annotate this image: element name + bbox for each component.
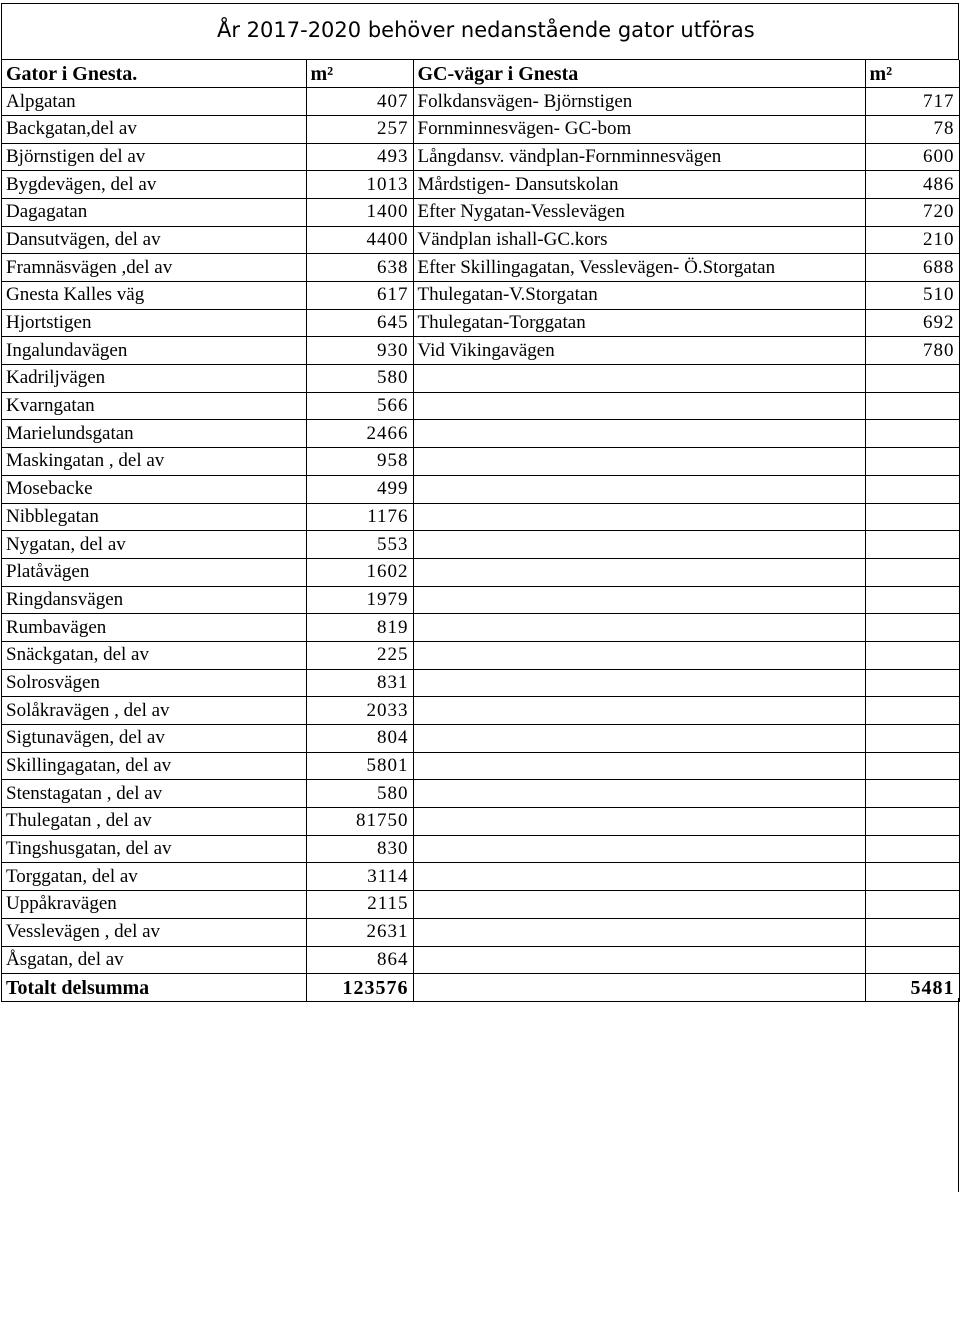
street-name: Dagagatan bbox=[2, 198, 306, 226]
path-area bbox=[865, 448, 959, 476]
street-name: Stenstagatan , del av bbox=[2, 780, 306, 808]
path-name: Långdansv. vändplan-Fornminnesvägen bbox=[413, 143, 865, 171]
street-area: 580 bbox=[306, 780, 413, 808]
street-area: 831 bbox=[306, 669, 413, 697]
street-name: Åsgatan, del av bbox=[2, 946, 306, 974]
path-name: Vändplan ishall-GC.kors bbox=[413, 226, 865, 254]
path-name: Fornminnesvägen- GC-bom bbox=[413, 115, 865, 143]
path-name bbox=[413, 531, 865, 559]
path-name bbox=[413, 725, 865, 753]
street-area: 645 bbox=[306, 309, 413, 337]
path-area bbox=[865, 891, 959, 919]
path-name bbox=[413, 835, 865, 863]
title-row bbox=[2, 4, 959, 60]
street-area: 819 bbox=[306, 614, 413, 642]
path-area: 780 bbox=[865, 337, 959, 365]
path-name: Mårdstigen- Dansutskolan bbox=[413, 171, 865, 199]
street-name: Ingalundavägen bbox=[2, 337, 306, 365]
table-row bbox=[2, 475, 959, 503]
path-name bbox=[413, 752, 865, 780]
street-area: 1013 bbox=[306, 171, 413, 199]
street-name: Dansutvägen, del av bbox=[2, 226, 306, 254]
path-area bbox=[865, 586, 959, 614]
street-area: 830 bbox=[306, 835, 413, 863]
street-name: Björnstigen del av bbox=[2, 143, 306, 171]
path-name bbox=[413, 448, 865, 476]
path-area bbox=[865, 835, 959, 863]
street-name: Nibblegatan bbox=[2, 503, 306, 531]
path-area: 78 bbox=[865, 115, 959, 143]
path-area: 600 bbox=[865, 143, 959, 171]
path-area: 210 bbox=[865, 226, 959, 254]
street-name: Skillingagatan, del av bbox=[2, 752, 306, 780]
path-name bbox=[413, 475, 865, 503]
path-area bbox=[865, 420, 959, 448]
street-area: 958 bbox=[306, 448, 413, 476]
path-name: Thulegatan-Torggatan bbox=[413, 309, 865, 337]
page-title: År 2017-2020 behöver nedanstående gator utföras bbox=[217, 18, 755, 42]
path-area: 720 bbox=[865, 198, 959, 226]
street-area: 3114 bbox=[306, 863, 413, 891]
street-area: 864 bbox=[306, 946, 413, 974]
table-row bbox=[2, 143, 959, 171]
street-area: 499 bbox=[306, 475, 413, 503]
street-area: 81750 bbox=[306, 808, 413, 836]
table-row bbox=[2, 641, 959, 669]
street-name: Thulegatan , del av bbox=[2, 808, 306, 836]
street-area: 638 bbox=[306, 254, 413, 282]
street-name: Framnäsvägen ,del av bbox=[2, 254, 306, 282]
street-area: 1400 bbox=[306, 198, 413, 226]
table-row bbox=[2, 88, 959, 116]
header-streets: Gator i Gnesta. bbox=[2, 60, 306, 88]
street-name: Snäckgatan, del av bbox=[2, 641, 306, 669]
street-area: 1176 bbox=[306, 503, 413, 531]
paths-total: 5481 bbox=[865, 974, 959, 1002]
table-row bbox=[2, 448, 959, 476]
path-name: Efter Nygatan-Vesslevägen bbox=[413, 198, 865, 226]
street-name: Platåvägen bbox=[2, 558, 306, 586]
table-row bbox=[2, 835, 959, 863]
street-area: 5801 bbox=[306, 752, 413, 780]
street-name: Alpgatan bbox=[2, 88, 306, 116]
table-row bbox=[2, 558, 959, 586]
path-area: 692 bbox=[865, 309, 959, 337]
path-name: Thulegatan-V.Storgatan bbox=[413, 282, 865, 310]
street-name: Backgatan,del av bbox=[2, 115, 306, 143]
street-name: Vesslevägen , del av bbox=[2, 918, 306, 946]
table-row bbox=[2, 226, 959, 254]
table-row bbox=[2, 918, 959, 946]
street-area: 617 bbox=[306, 282, 413, 310]
street-area: 930 bbox=[306, 337, 413, 365]
street-area: 804 bbox=[306, 725, 413, 753]
table-row bbox=[2, 171, 959, 199]
path-name bbox=[413, 503, 865, 531]
table-row bbox=[2, 780, 959, 808]
street-name: Ringdansvägen bbox=[2, 586, 306, 614]
table-row bbox=[2, 309, 959, 337]
table-row bbox=[2, 531, 959, 559]
path-name bbox=[413, 780, 865, 808]
street-name: Solrosvägen bbox=[2, 669, 306, 697]
path-area bbox=[865, 503, 959, 531]
table-row bbox=[2, 198, 959, 226]
street-area: 2115 bbox=[306, 891, 413, 919]
table-row bbox=[2, 669, 959, 697]
path-name: Vid Vikingavägen bbox=[413, 337, 865, 365]
table-row bbox=[2, 614, 959, 642]
street-name: Mosebacke bbox=[2, 475, 306, 503]
street-area: 566 bbox=[306, 392, 413, 420]
path-area bbox=[865, 780, 959, 808]
path-name bbox=[413, 558, 865, 586]
street-name: Maskingatan , del av bbox=[2, 448, 306, 476]
table-row bbox=[2, 586, 959, 614]
table-row bbox=[2, 365, 959, 393]
path-name bbox=[413, 808, 865, 836]
path-area bbox=[865, 641, 959, 669]
street-area: 4400 bbox=[306, 226, 413, 254]
path-area bbox=[865, 808, 959, 836]
street-area: 2631 bbox=[306, 918, 413, 946]
path-area bbox=[865, 475, 959, 503]
table-row bbox=[2, 337, 959, 365]
trailing-border bbox=[958, 998, 959, 1192]
path-name bbox=[413, 891, 865, 919]
total-label: Totalt delsumma bbox=[2, 974, 306, 1002]
street-area: 580 bbox=[306, 365, 413, 393]
street-name: Rumbavägen bbox=[2, 614, 306, 642]
table-row bbox=[2, 503, 959, 531]
street-name: Kadriljvägen bbox=[2, 365, 306, 393]
total-empty-cell bbox=[413, 974, 865, 1002]
streets-table bbox=[2, 60, 960, 1002]
path-area: 717 bbox=[865, 88, 959, 116]
street-name: Bygdevägen, del av bbox=[2, 171, 306, 199]
path-name bbox=[413, 420, 865, 448]
path-area bbox=[865, 946, 959, 974]
street-name: Hjortstigen bbox=[2, 309, 306, 337]
street-area: 1979 bbox=[306, 586, 413, 614]
street-area: 553 bbox=[306, 531, 413, 559]
path-area bbox=[865, 669, 959, 697]
table-row bbox=[2, 808, 959, 836]
path-area: 510 bbox=[865, 282, 959, 310]
street-name: Kvarngatan bbox=[2, 392, 306, 420]
path-name: Folkdansvägen- Björnstigen bbox=[413, 88, 865, 116]
table-row bbox=[2, 697, 959, 725]
street-name: Solåkravägen , del av bbox=[2, 697, 306, 725]
table-row bbox=[2, 420, 959, 448]
path-area bbox=[865, 531, 959, 559]
street-area: 2466 bbox=[306, 420, 413, 448]
path-name bbox=[413, 614, 865, 642]
header-streets-unit: m² bbox=[306, 60, 413, 88]
path-name bbox=[413, 586, 865, 614]
path-area bbox=[865, 725, 959, 753]
header-paths: GC-vägar i Gnesta bbox=[413, 60, 865, 88]
street-name: Gnesta Kalles väg bbox=[2, 282, 306, 310]
path-name bbox=[413, 946, 865, 974]
path-name bbox=[413, 918, 865, 946]
street-name: Nygatan, del av bbox=[2, 531, 306, 559]
path-area bbox=[865, 697, 959, 725]
path-area bbox=[865, 614, 959, 642]
street-area: 1602 bbox=[306, 558, 413, 586]
street-area: 225 bbox=[306, 641, 413, 669]
street-name: Sigtunavägen, del av bbox=[2, 725, 306, 753]
table-row bbox=[2, 946, 959, 974]
street-area: 257 bbox=[306, 115, 413, 143]
path-area: 486 bbox=[865, 171, 959, 199]
streets-total: 123576 bbox=[306, 974, 413, 1002]
table-row bbox=[2, 863, 959, 891]
path-area bbox=[865, 558, 959, 586]
path-area: 688 bbox=[865, 254, 959, 282]
path-area bbox=[865, 863, 959, 891]
street-name: Uppåkravägen bbox=[2, 891, 306, 919]
street-name: Torggatan, del av bbox=[2, 863, 306, 891]
path-name bbox=[413, 641, 865, 669]
spreadsheet bbox=[1, 3, 959, 1002]
total-row bbox=[2, 974, 959, 1002]
table-row bbox=[2, 891, 959, 919]
header-paths-unit: m² bbox=[865, 60, 959, 88]
path-name bbox=[413, 392, 865, 420]
path-name bbox=[413, 669, 865, 697]
street-name: Tingshusgatan, del av bbox=[2, 835, 306, 863]
street-area: 2033 bbox=[306, 697, 413, 725]
table-row bbox=[2, 282, 959, 310]
header-row bbox=[2, 60, 959, 88]
street-area: 407 bbox=[306, 88, 413, 116]
table-row bbox=[2, 254, 959, 282]
street-name: Marielundsgatan bbox=[2, 420, 306, 448]
street-area: 493 bbox=[306, 143, 413, 171]
path-area bbox=[865, 918, 959, 946]
path-name bbox=[413, 863, 865, 891]
path-name: Efter Skillingagatan, Vesslevägen- Ö.Storgatan bbox=[413, 254, 865, 282]
path-area bbox=[865, 365, 959, 393]
path-area bbox=[865, 392, 959, 420]
table-row bbox=[2, 392, 959, 420]
path-name bbox=[413, 365, 865, 393]
path-area bbox=[865, 752, 959, 780]
table-row bbox=[2, 725, 959, 753]
path-name bbox=[413, 697, 865, 725]
table-row bbox=[2, 115, 959, 143]
table-row bbox=[2, 752, 959, 780]
